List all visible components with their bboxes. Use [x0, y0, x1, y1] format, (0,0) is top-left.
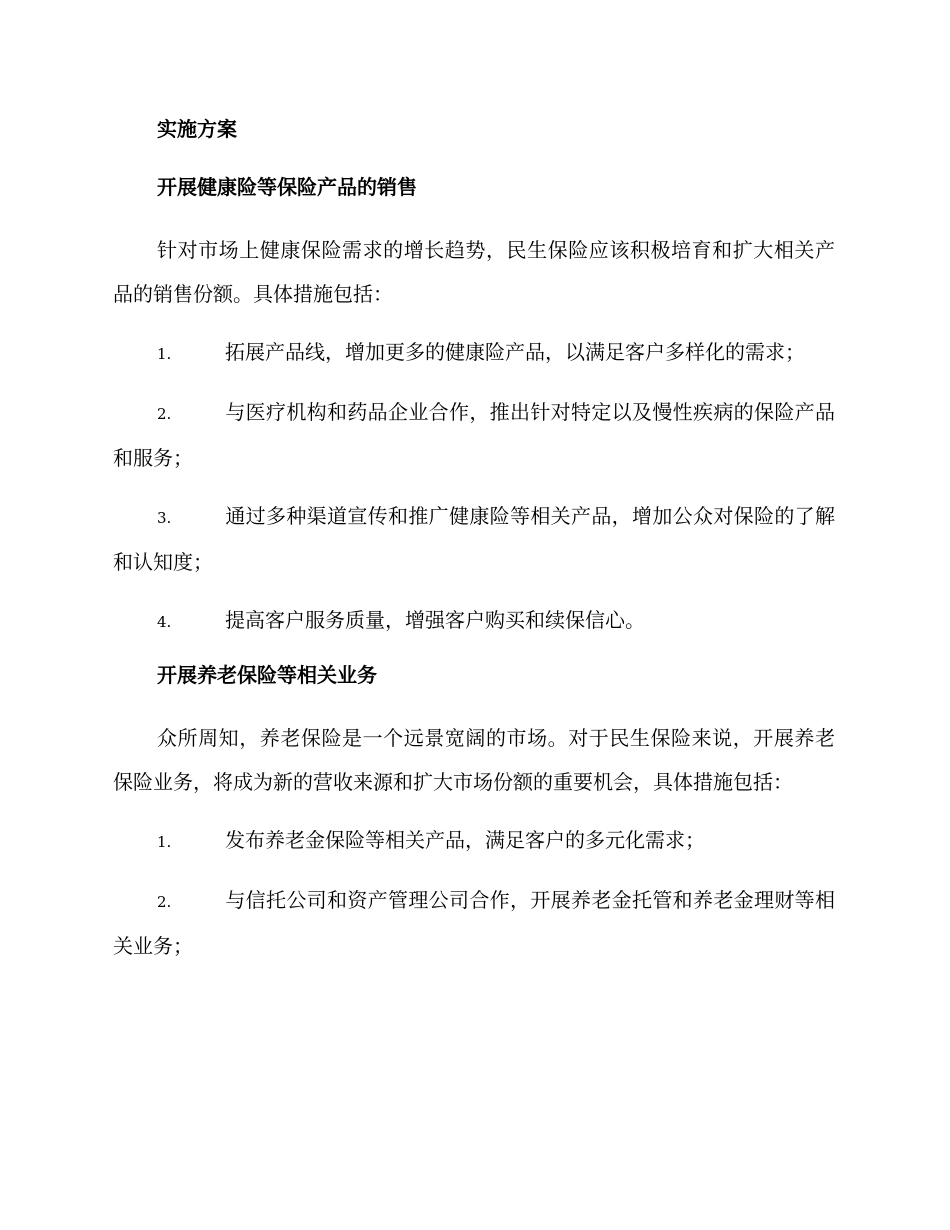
section-heading-pension-insurance: 开展养老保险等相关业务: [157, 663, 377, 687]
list-item-text: 与信托公司和资产管理公司合作，开展养老金托管和养老金理财等相关业务；: [113, 888, 835, 958]
list-item-text: 与医疗机构和药品企业合作，推出针对特定以及慢性疾病的保险产品和服务；: [113, 400, 835, 470]
list-item: [113, 818, 835, 864]
list-item-number: 2.: [157, 405, 172, 423]
section-intro-paragraph: 众所周知，养老保险是一个远景宽阔的市场。对于民生保险来说，开展养老保险业务，将成为新的营收来源和扩大市场份额的重要机会，具体措施包括：: [113, 726, 835, 794]
list-item-number: 1.: [157, 833, 172, 851]
section-heading-health-insurance: 开展健康险等保险产品的销售: [157, 175, 417, 199]
list-item: [113, 330, 835, 376]
list-item: [113, 598, 835, 644]
document-title: 实施方案: [157, 117, 237, 141]
list-item-number: 4.: [157, 613, 172, 631]
list-item-text: 提高客户服务质量，增强客户购买和续保信心。: [225, 608, 645, 632]
section-intro-paragraph: 针对市场上健康保险需求的增长趋势，民生保险应该积极培育和扩大相关产品的销售份额。具体措施包括：: [113, 238, 835, 306]
list-item: [113, 494, 835, 584]
list-item-text: 通过多种渠道宣传和推广健康险等相关产品，增加公众对保险的了解和认知度；: [113, 504, 835, 574]
document-page: [113, 112, 835, 982]
list-item: [113, 390, 835, 480]
list-item-number: 1.: [157, 345, 172, 363]
list-item-text: 拓展产品线，增加更多的健康险产品，以满足客户多样化的需求；: [225, 340, 805, 364]
list-item: [113, 878, 835, 968]
list-item-text: 发布养老金保险等相关产品，满足客户的多元化需求；: [225, 828, 705, 852]
list-item-number: 3.: [157, 509, 172, 527]
list-item-number: 2.: [157, 893, 172, 911]
